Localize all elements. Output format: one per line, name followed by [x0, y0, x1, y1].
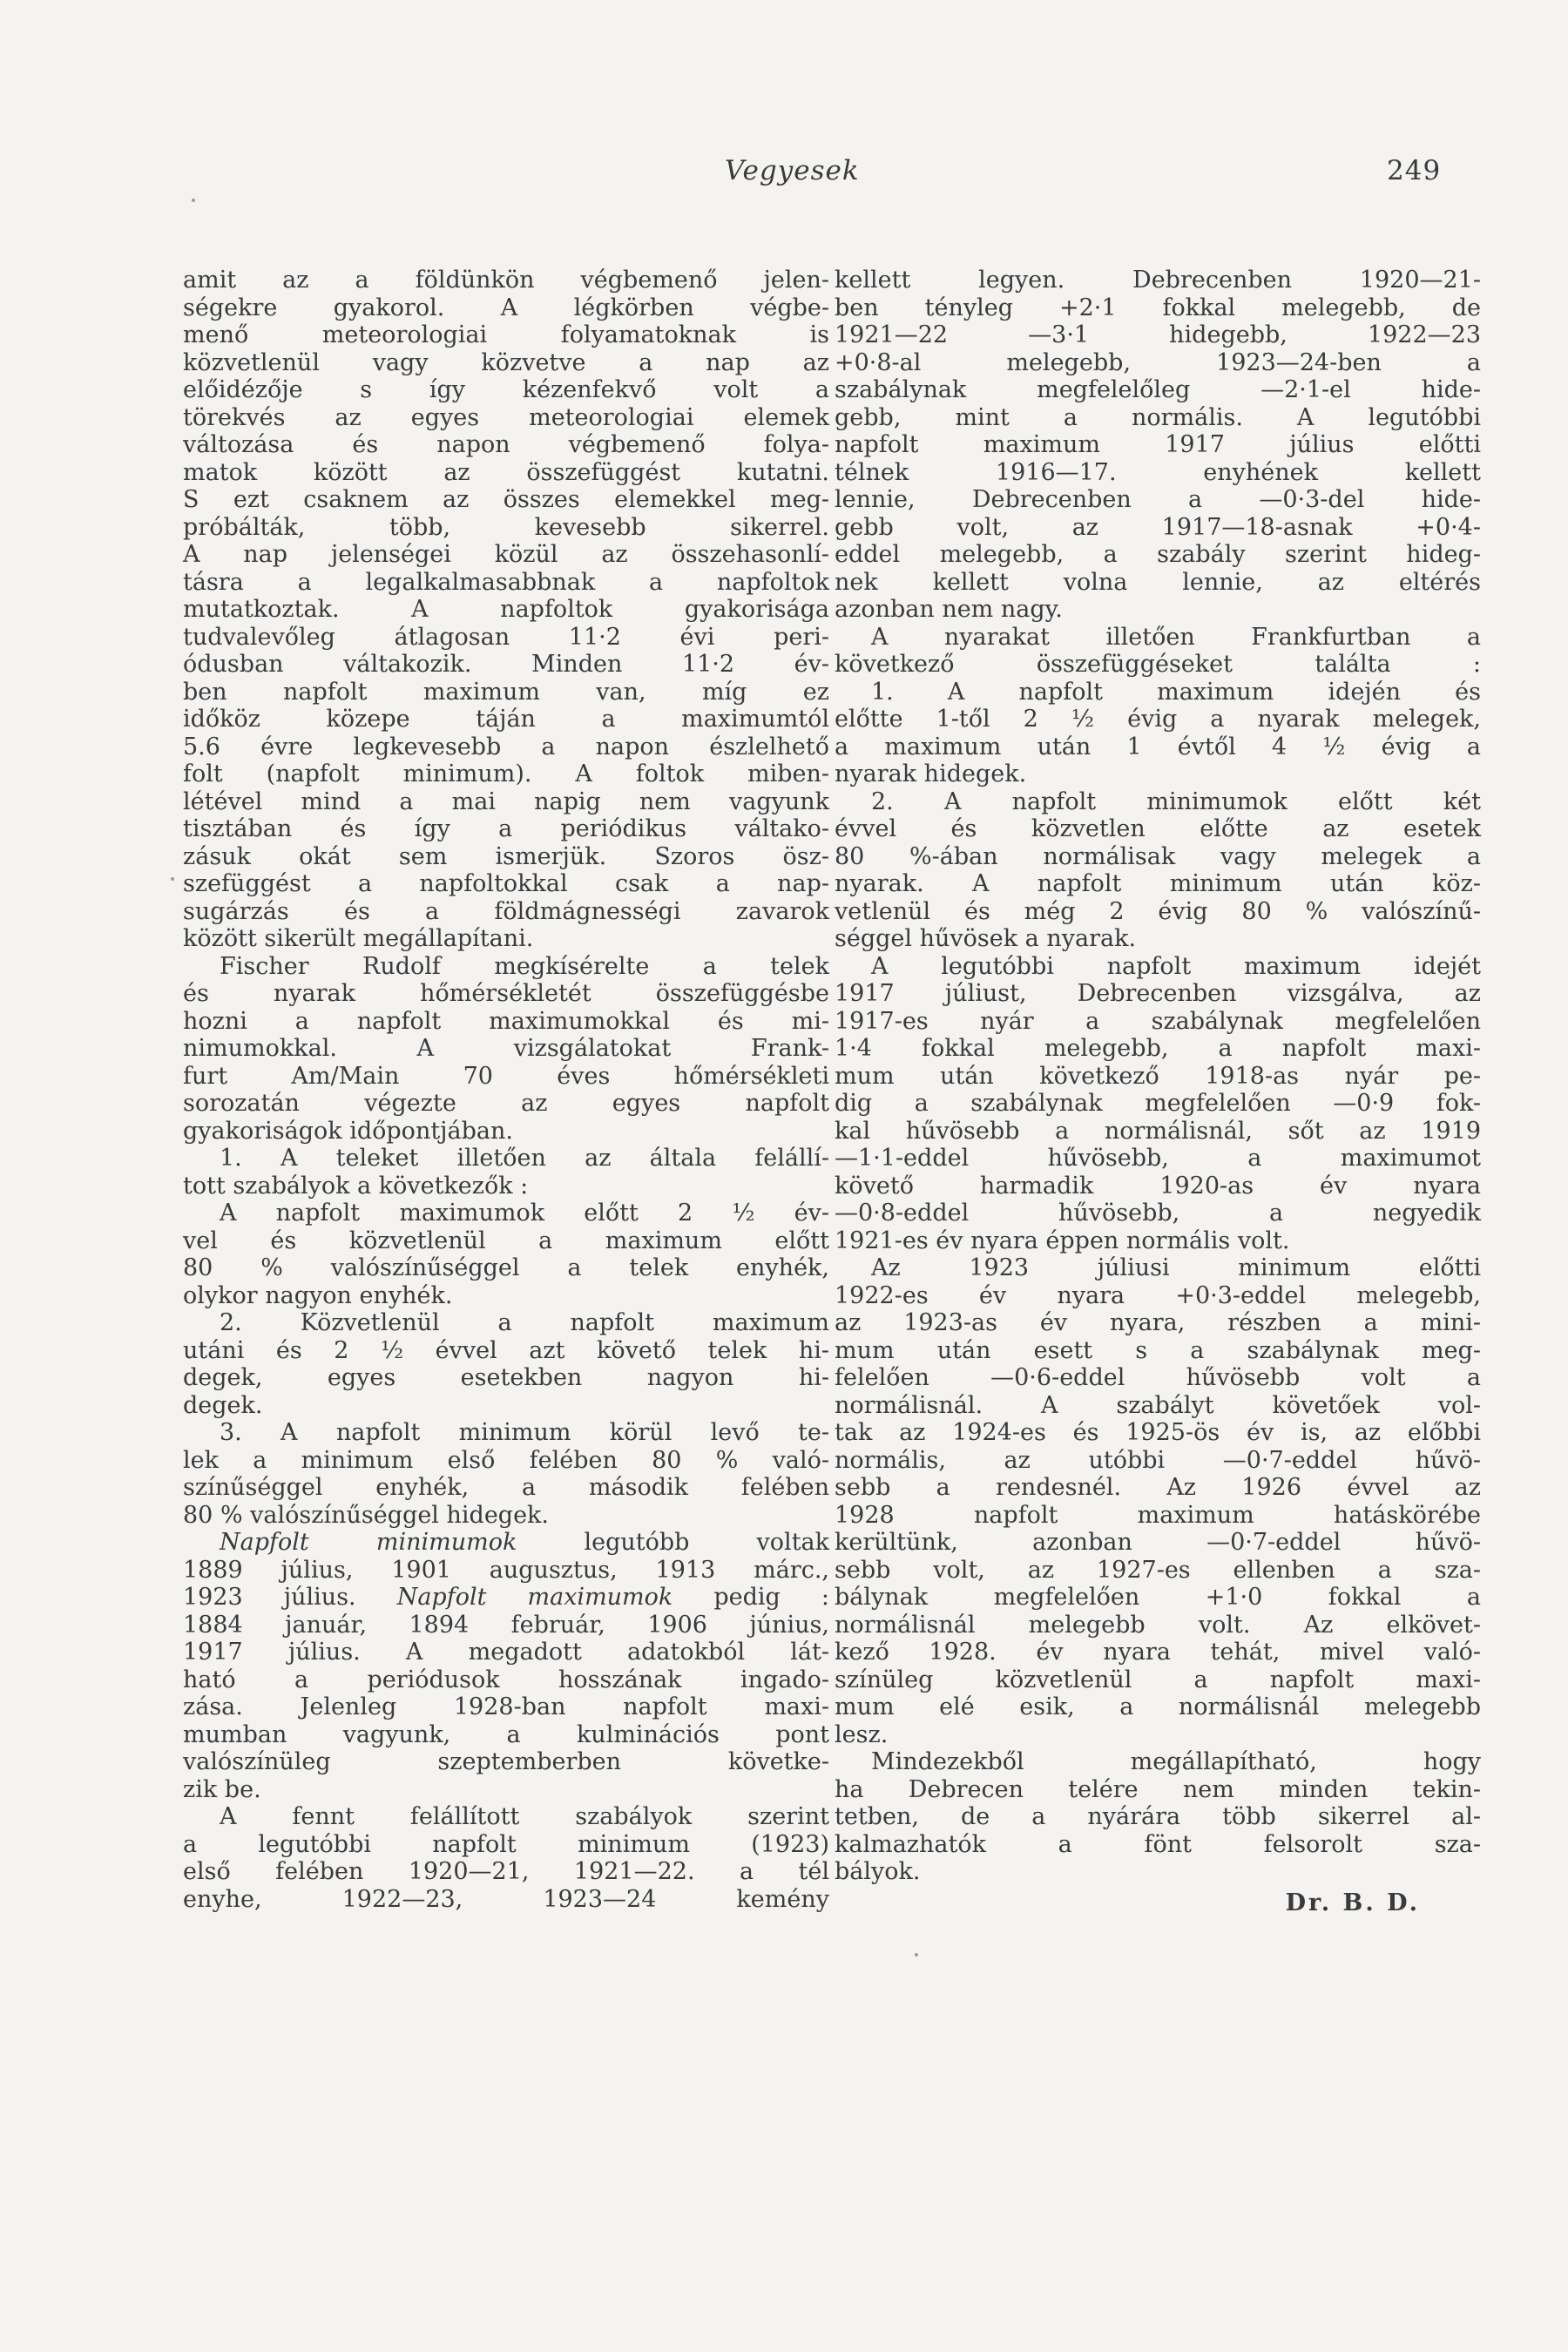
- text-line: gyakoriságok időpontjában.: [183, 1117, 514, 1145]
- text-line: mumban vagyunk, a kulminációs pont: [183, 1720, 829, 1748]
- text-line: zásuk okát sem ismerjük. Szoros ösz-: [183, 842, 829, 870]
- text-line: és nyarak hőmérsékletét összefüggésbe: [183, 980, 829, 1007]
- text-line: próbálták, több, kevesebb sikerrel.: [183, 513, 829, 541]
- text-line: napfolt maximum 1917 július előtti: [835, 431, 1481, 458]
- text-line: degek, egyes esetekben nagyon hi-: [183, 1364, 829, 1391]
- text-line: degek.: [183, 1391, 263, 1419]
- emphasis: Napfolt maximumok: [396, 1584, 673, 1611]
- text-line: 1917-es nyár a szabálynak megfelelően: [835, 1007, 1481, 1035]
- text-line: 1923 július. Napfolt maximumok pedig :: [183, 1584, 829, 1611]
- text-line: 1922-es év nyara +0·3-eddel melegebb,: [835, 1281, 1481, 1309]
- text-line: gebb, mint a normális. A legutóbbi: [835, 403, 1481, 431]
- text-line: Napfolt minimumok legutóbb voltak: [220, 1529, 830, 1556]
- signature: Dr. B. D.: [1285, 1889, 1420, 1916]
- text-line: követő harmadik 1920-as év nyara: [835, 1172, 1481, 1200]
- text-line: 1. A teleket illetően az általa felállí-: [220, 1145, 829, 1172]
- text-line: lek a minimum első felében 80 % való-: [183, 1446, 829, 1474]
- text-line: sugárzás és a földmágnességi zavarok: [183, 897, 829, 925]
- text-line: 1889 július, 1901 augusztus, 1913 márc.,: [183, 1556, 829, 1584]
- text-line: A nap jelenségei közül az összehasonlí-: [183, 541, 829, 568]
- text-line: —0·8-eddel hűvösebb, a negyedik: [835, 1200, 1481, 1227]
- text-line: zik be.: [183, 1775, 261, 1803]
- text-line: időköz közepe táján a maximumtól: [183, 706, 829, 733]
- text-line: nek kellett volna lennie, az eltérés: [835, 568, 1481, 596]
- specks-mark: [915, 1953, 918, 1957]
- text-line: Mindezekből megállapítható, hogy: [871, 1748, 1481, 1775]
- text-line: télnek 1916—17. enyhének kellett: [835, 458, 1481, 486]
- text-line: sebb volt, az 1927-es ellenben a sza-: [835, 1556, 1481, 1584]
- text-line: azonban nem nagy.: [835, 596, 1063, 623]
- text-line: normálisnál. A szabályt követőek vol-: [835, 1391, 1481, 1419]
- text-line: A fennt felállított szabályok szerint: [220, 1803, 829, 1830]
- text-line: enyhe, 1922—23, 1923—24 kemény: [183, 1885, 829, 1913]
- text-line: nimumokkal. A vizsgálatokat Frank-: [183, 1035, 829, 1062]
- text-line: 80 % valószínűséggel a telek enyhék,: [183, 1254, 829, 1281]
- text-line: kező 1928. év nyara tehát, mivel való-: [835, 1639, 1481, 1666]
- text-line: menő meteorologiai folyamatoknak is: [183, 321, 829, 348]
- text-line: valószínüleg szeptemberben követke-: [183, 1748, 829, 1775]
- text-line: 80 % valószínűséggel hidegek.: [183, 1501, 550, 1529]
- text-line: mum után következő 1918-as nyár pe-: [835, 1062, 1481, 1090]
- text-line: közvetlenül vagy közvetve a nap az: [183, 348, 829, 376]
- text-line: bálynak megfelelően +1·0 fokkal a: [835, 1584, 1481, 1611]
- text-line: folt (napfolt minimum). A foltok miben-: [183, 760, 829, 787]
- text-line: sorozatán végezte az egyes napfolt: [183, 1090, 829, 1117]
- text-line: ben tényleg +2·1 fokkal melegebb, de: [835, 294, 1481, 321]
- text-line: mutatkoztak. A napfoltok gyakorisága: [183, 596, 829, 623]
- text-line: —1·1-eddel hűvösebb, a maximumot: [835, 1145, 1481, 1172]
- text-line: tak az 1924-es és 1925-ös év is, az előbbi: [835, 1419, 1481, 1446]
- text-line: ható a periódusok hosszának ingado-: [183, 1666, 829, 1693]
- text-line: színűséggel enyhék, a második felében: [183, 1474, 829, 1501]
- text-line: a legutóbbi napfolt minimum (1923): [183, 1830, 829, 1858]
- text-line: S ezt csaknem az összes elemekkel meg-: [183, 486, 829, 513]
- text-line: 1917 júliust, Debrecenben vizsgálva, az: [835, 980, 1481, 1007]
- text-line: évvel és közvetlen előtte az esetek: [835, 815, 1481, 842]
- text-line: tásra a legalkalmasabbnak a napfoltok: [183, 568, 829, 596]
- text-line: vel és közvetlenül a maximum előtt: [183, 1227, 829, 1254]
- text-line: gebb volt, az 1917—18-asnak +0·4-: [835, 513, 1481, 541]
- text-line: létével mind a mai napig nem vagyunk: [183, 787, 829, 815]
- text-line: A legutóbbi napfolt maximum idejét: [871, 952, 1481, 980]
- text-line: tetben, de a nyárára több sikerrel al-: [835, 1803, 1481, 1830]
- text-line: előidézője s így kézenfekvő volt a: [183, 376, 829, 403]
- text-line: Fischer Rudolf megkísérelte a telek: [220, 952, 829, 980]
- text-line: ódusban váltakozik. Minden 11·2 év-: [183, 651, 829, 678]
- text-line: lesz.: [835, 1720, 889, 1748]
- specks-mark: [171, 877, 174, 881]
- text-line: kalmazhatók a fönt felsorolt sza-: [835, 1830, 1481, 1858]
- text-line: mum elé esik, a normálisnál melegebb: [835, 1693, 1481, 1720]
- page-number: 249: [1387, 155, 1442, 186]
- text-line: tudvalevőleg átlagosan 11·2 évi peri-: [183, 623, 829, 651]
- running-head-title: Vegyesek: [725, 155, 860, 186]
- text-line: hozni a napfolt maximumokkal és mi-: [183, 1007, 829, 1035]
- text-line: vetlenül és még 2 évig 80 % valószínű-: [835, 897, 1481, 925]
- text-line: lennie, Debrecenben a —0·3-del hide-: [835, 486, 1481, 513]
- text-line: mum után esett s a szabálynak meg-: [835, 1336, 1481, 1364]
- text-line: az 1923-as év nyara, részben a mini-: [835, 1309, 1481, 1336]
- text-line: Az 1923 júliusi minimum előtti: [871, 1254, 1481, 1281]
- text-line: előtte 1-től 2 ½ évig a nyarak melegek,: [835, 706, 1481, 733]
- text-line: olykor nagyon enyhék.: [183, 1281, 453, 1309]
- text-line: bályok.: [835, 1858, 921, 1885]
- text-line: utáni és 2 ½ évvel azt követő telek hi-: [183, 1336, 829, 1364]
- text-line: szabálynak megfelelőleg —2·1-el hide-: [835, 376, 1481, 403]
- text-line: 1921-es év nyara éppen normális volt.: [835, 1227, 1290, 1254]
- text-line: +0·8-al melegebb, 1923—24-ben a: [835, 348, 1481, 376]
- text-line: 1928 napfolt maximum hatáskörébe: [835, 1501, 1481, 1529]
- text-line: felelően —0·6-eddel hűvösebb volt a: [835, 1364, 1481, 1391]
- text-line: tisztában és így a periódikus váltako-: [183, 815, 829, 842]
- running-head: [0, 155, 1568, 199]
- specks-mark: [192, 199, 195, 202]
- text-line: 2. A napfolt minimumok előtt két: [871, 787, 1481, 815]
- text-line: furt Am/Main 70 éves hőmérsékleti: [183, 1062, 829, 1090]
- text-line: kellett legyen. Debrecenben 1920—21-: [835, 267, 1481, 294]
- text-line: törekvés az egyes meteorologiai elemek: [183, 403, 829, 431]
- text-line: a maximum után 1 évtől 4 ½ évig a: [835, 733, 1481, 760]
- text-line: szefüggést a napfoltokkal csak a nap-: [183, 870, 829, 897]
- text-line: kerültünk, azonban —0·7-eddel hűvö-: [835, 1529, 1481, 1556]
- text-line: 80 %-ában normálisak vagy melegek a: [835, 842, 1481, 870]
- text-line: 1921—22 —3·1 hidegebb, 1922—23: [835, 321, 1481, 348]
- text-line: első felében 1920—21, 1921—22. a tél: [183, 1858, 829, 1885]
- text-line: dig a szabálynak megfelelően —0·9 fok-: [835, 1090, 1481, 1117]
- text-line: séggel hűvösek a nyarak.: [835, 925, 1137, 952]
- text-line: nyarak hidegek.: [835, 760, 1027, 787]
- text-line: 5.6 évre legkevesebb a napon észlelhető: [183, 733, 829, 760]
- text-line: A napfolt maximumok előtt 2 ½ év-: [220, 1200, 829, 1227]
- text-line: amit az a földünkön végbemenő jelen-: [183, 267, 829, 294]
- text-line: változása és napon végbemenő folya-: [183, 431, 829, 458]
- text-line: 1917 július. A megadott adatokból lát-: [183, 1639, 829, 1666]
- text-line: sebb a rendesnél. Az 1926 évvel az: [835, 1474, 1481, 1501]
- text-line: ségekre gyakorol. A légkörben végbe-: [183, 294, 829, 321]
- text-line: színüleg közvetlenül a napfolt maxi-: [835, 1666, 1481, 1693]
- text-line: normális, az utóbbi —0·7-eddel hűvö-: [835, 1446, 1481, 1474]
- text-line: ben napfolt maximum van, míg ez: [183, 678, 829, 706]
- text-line: következő összefüggéseket találta :: [835, 651, 1481, 678]
- text-line: matok között az összefüggést kutatni.: [183, 458, 829, 486]
- text-line: nyarak. A napfolt minimum után köz-: [835, 870, 1481, 897]
- text-line: ha Debrecen telére nem minden tekin-: [835, 1775, 1481, 1803]
- text-line: 1. A napfolt maximum idején és: [871, 678, 1481, 706]
- text-line: között sikerült megállapítani.: [183, 925, 534, 952]
- text-line: kal hűvösebb a normálisnál, sőt az 1919: [835, 1117, 1481, 1145]
- right-column: [835, 267, 1481, 1916]
- text-line: 3. A napfolt minimum körül levő te-: [220, 1419, 829, 1446]
- text-line: 1·4 fokkal melegebb, a napfolt maxi-: [835, 1035, 1481, 1062]
- text-line: normálisnál melegebb volt. Az elkövet-: [835, 1611, 1481, 1639]
- text-line: tott szabályok a következők :: [183, 1172, 529, 1200]
- text-line: zása. Jelenleg 1928-ban napfolt maxi-: [183, 1693, 829, 1720]
- text-line: eddel melegebb, a szabály szerint hideg-: [835, 541, 1481, 568]
- text-line: 1884 január, 1894 február, 1906 június,: [183, 1611, 829, 1639]
- emphasis: Napfolt minimumok: [220, 1529, 517, 1556]
- text-line: 2. Közvetlenül a napfolt maximum: [220, 1309, 829, 1336]
- left-column: [183, 267, 829, 1913]
- text-line: A nyarakat illetően Frankfurtban a: [871, 623, 1481, 651]
